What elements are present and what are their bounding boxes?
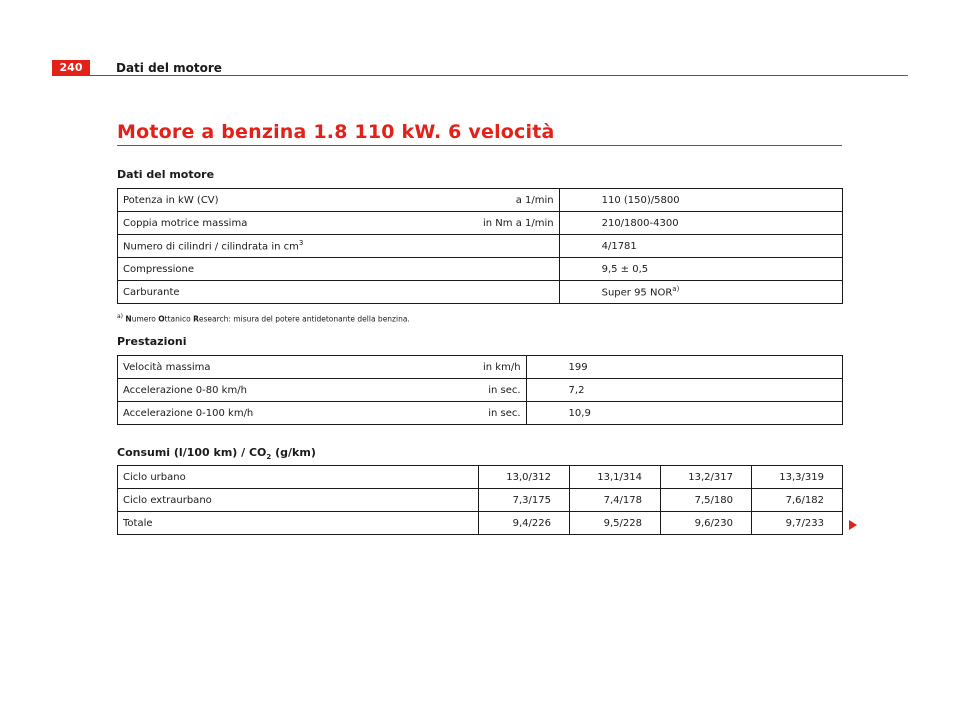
row-value: 9,5 ± 0,5 (559, 258, 842, 281)
row-label: Ciclo urbano (118, 466, 479, 489)
row-unit: in km/h (478, 356, 526, 379)
consumption-table (117, 465, 843, 535)
table-row (118, 356, 843, 379)
table-cell: 7,5/180 (661, 489, 752, 512)
row-label: Coppia motrice massima (118, 212, 479, 235)
row-label: Compressione (118, 258, 479, 281)
footnote: $^{a)}$ Numero Ottanico Research: misura del potere antidetonante della benzina. (117, 313, 410, 324)
consumption-section-title: Consumi (l/100 $km) / CO_2$ (g/km) (117, 446, 316, 462)
row-label: Numero di cilindri / cilindrata in $cm^3$ (118, 235, 479, 258)
performance-section-title: Prestazioni (117, 335, 187, 348)
table-cell: 13,2/317 (661, 466, 752, 489)
table-row (118, 212, 843, 235)
row-label: Totale (118, 512, 479, 535)
table-cell: 13,3/319 (752, 466, 843, 489)
table-cell: 7,4/178 (570, 489, 661, 512)
row-unit: in sec. (478, 402, 526, 425)
row-value: 199 (526, 356, 842, 379)
row-unit (478, 258, 559, 281)
row-value: 210/1800-4300 (559, 212, 842, 235)
table-cell: 13,1/314 (570, 466, 661, 489)
table-cell: 13,0/312 (479, 466, 570, 489)
footnote-ref: a) (672, 285, 680, 294)
table-cell: 9,4/226 (479, 512, 570, 535)
row-unit: in Nm a 1/min (478, 212, 559, 235)
table-cell: 9,6/230 (661, 512, 752, 535)
table-row (118, 235, 843, 258)
table-row (118, 402, 843, 425)
page-number: 240 (52, 60, 90, 76)
page-title: Motore a benzina 1.8 110 kW. 6 velocità (117, 121, 555, 143)
table-row (118, 489, 843, 512)
row-value: 4/1781 (559, 235, 842, 258)
table-row (118, 281, 843, 304)
header-divider (90, 75, 908, 76)
row-label: Accelerazione 0-80 km/h (118, 379, 479, 402)
table-row (118, 512, 843, 535)
row-unit (478, 235, 559, 258)
table-row (118, 466, 843, 489)
row-label: Ciclo extraurbano (118, 489, 479, 512)
row-value: 10,9 (526, 402, 842, 425)
row-label: Accelerazione 0-100 km/h (118, 402, 479, 425)
engine-table (117, 188, 843, 304)
row-value: 110 (150)/5800 (559, 189, 842, 212)
table-row (118, 258, 843, 281)
table-cell: 9,7/233 (752, 512, 843, 535)
superscript: 3 (298, 239, 304, 248)
row-label: Velocità massima (118, 356, 479, 379)
performance-table (117, 355, 843, 425)
row-label: Carburante (118, 281, 479, 304)
row-unit: in sec. (478, 379, 526, 402)
table-cell: 7,3/175 (479, 489, 570, 512)
triangle-right-icon[interactable] (849, 520, 857, 530)
row-value: Super 95 NOR$^{a)}$ (559, 281, 842, 304)
table-row (118, 379, 843, 402)
row-unit (478, 281, 559, 304)
row-unit: a 1/min (478, 189, 559, 212)
table-row (118, 189, 843, 212)
row-label: Potenza in kW (CV) (118, 189, 479, 212)
header-title: Dati del motore (116, 61, 222, 75)
engine-section-title: Dati del motore (117, 168, 215, 181)
row-value: 7,2 (526, 379, 842, 402)
table-cell: 7,6/182 (752, 489, 843, 512)
title-divider (117, 145, 842, 146)
table-cell: 9,5/228 (570, 512, 661, 535)
